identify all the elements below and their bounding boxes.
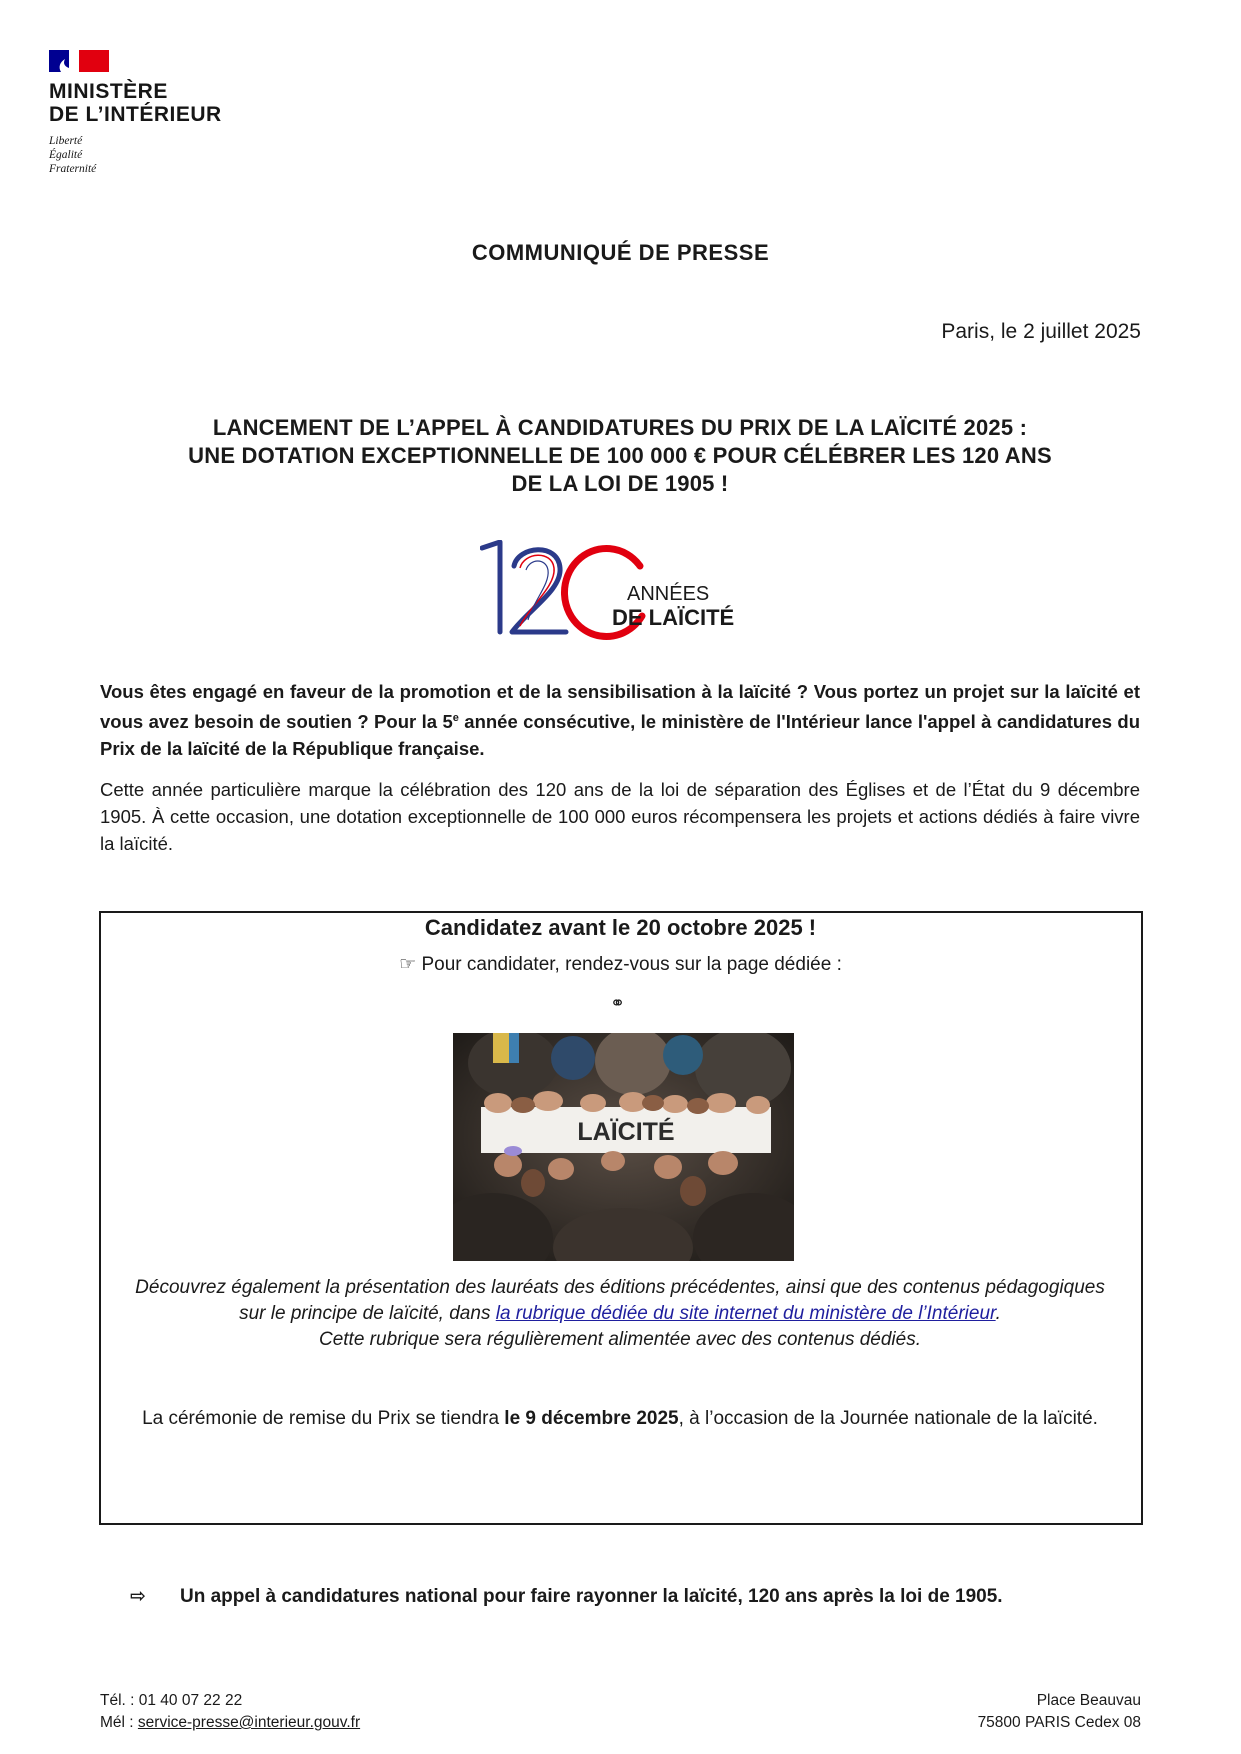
intro-superscript: e: [452, 712, 459, 724]
link-icon[interactable]: ⚭: [610, 993, 626, 1013]
intro-part2: année consécutive, le ministère de l'Intérieur lance l'appel à candidatures du Prix de la laïcité de la République française.: [100, 711, 1140, 760]
120-years-laicite-emblem: [480, 540, 770, 645]
previous-winners-note: [120, 1275, 1120, 1353]
footer-email-label: Mél :: [100, 1714, 138, 1731]
footer-phone: Tél. : 01 40 07 22 22: [100, 1692, 243, 1709]
motto-liberte: Liberté: [49, 135, 83, 147]
ministry-name: [49, 80, 222, 126]
key-message: [130, 1585, 1130, 1608]
emblem-line1: ANNÉES: [627, 583, 710, 605]
intro-part1: Vous êtes engagé en faveur de la promotion et de la sensibilisation à la laïcité ? Vous portez un projet sur la laïcité et vous avez besoin de soutien ? Pour la 5: [100, 681, 1140, 733]
footer-address: [978, 1690, 1141, 1734]
previous-winners-text-after: .: [995, 1303, 1001, 1324]
ministry-name-line1: MINISTÈRE: [49, 80, 168, 103]
motto-fraternite: Fraternité: [49, 163, 97, 175]
headline: [100, 414, 1140, 498]
headline-line-2: UNE DOTATION EXCEPTIONNELLE DE 100 000 € POUR CÉLÉBRER LES 120 ANS: [188, 443, 1052, 468]
ceremony-note: [120, 1405, 1120, 1432]
anniversary-paragraph: Cette année particulière marque la célébration des 120 ans de la loi de séparation des Églises et de l’État du 9 décembre 1905. À cette occasion, une dotation exceptionnelle de 100 000 euros récompensera les projets et actions dédiés à faire vivre la laïcité.: [100, 779, 1140, 854]
arrow-right-icon: ⇨: [130, 1586, 146, 1607]
apply-instruction: [0, 953, 1241, 976]
photo-sign-text: LAÏCITÉ: [577, 1118, 675, 1146]
ministry-section-link[interactable]: la rubrique dédiée du site internet du ministère de l’Intérieur: [495, 1303, 996, 1324]
ceremony-text-before: La cérémonie de remise du Prix se tiendra: [142, 1408, 505, 1429]
ceremony-date: le 9 décembre 2025: [504, 1408, 679, 1429]
release-date: Paris, le 2 juillet 2025: [941, 320, 1141, 343]
headline-line-3: DE LA LOI DE 1905 !: [511, 471, 729, 496]
footer-address-line2: 75800 PARIS Cedex 08: [977, 1714, 1141, 1731]
headline-line-1: LANCEMENT DE L’APPEL À CANDIDATURES DU PRIX DE LA LAÏCITÉ 2025 :: [212, 415, 1028, 440]
section-update-note: Cette rubrique sera régulièrement alimentée avec des contenus dédiés.: [318, 1329, 922, 1350]
deadline-title: Candidatez avant le 20 octobre 2025 !: [424, 915, 817, 940]
previous-winners-text-before: Découvrez également la présentation des lauréats des éditions précédentes, ainsi que des contenus pédagogiques sur le principe de laïcité, dans: [135, 1277, 1105, 1324]
pointing-hand-icon: ☞: [399, 954, 417, 975]
ministry-logo: [49, 50, 222, 176]
ministry-name-line2: DE L’INTÉRIEUR: [49, 103, 222, 126]
footer-email-line: [100, 1712, 360, 1734]
republic-motto: [49, 134, 222, 176]
apply-instruction-text: Pour candidater, rendez-vous sur la page dédiée :: [421, 954, 842, 975]
intro-paragraph: [100, 678, 1140, 762]
ceremony-text-after: , à l’occasion de la Journée nationale de la laïcité.: [678, 1408, 1098, 1429]
laicite-hands-photo: [453, 1033, 794, 1261]
footer-contact: [100, 1690, 360, 1734]
motto-egalite: Égalité: [49, 149, 83, 161]
footer-email-link[interactable]: service-presse@interieur.gouv.fr: [137, 1714, 361, 1731]
footer-address-line1: Place Beauvau: [1036, 1692, 1141, 1709]
previous-winners-text: [120, 1275, 1120, 1327]
emblem-line2: DE LAÏCITÉ: [612, 605, 735, 630]
press-release-label: COMMUNIQUÉ DE PRESSE: [471, 240, 770, 265]
key-message-text: Un appel à candidatures national pour faire rayonner la laïcité, 120 ans après la loi de 1905.: [180, 1586, 1003, 1607]
marianne-flag-icon: [49, 50, 109, 72]
